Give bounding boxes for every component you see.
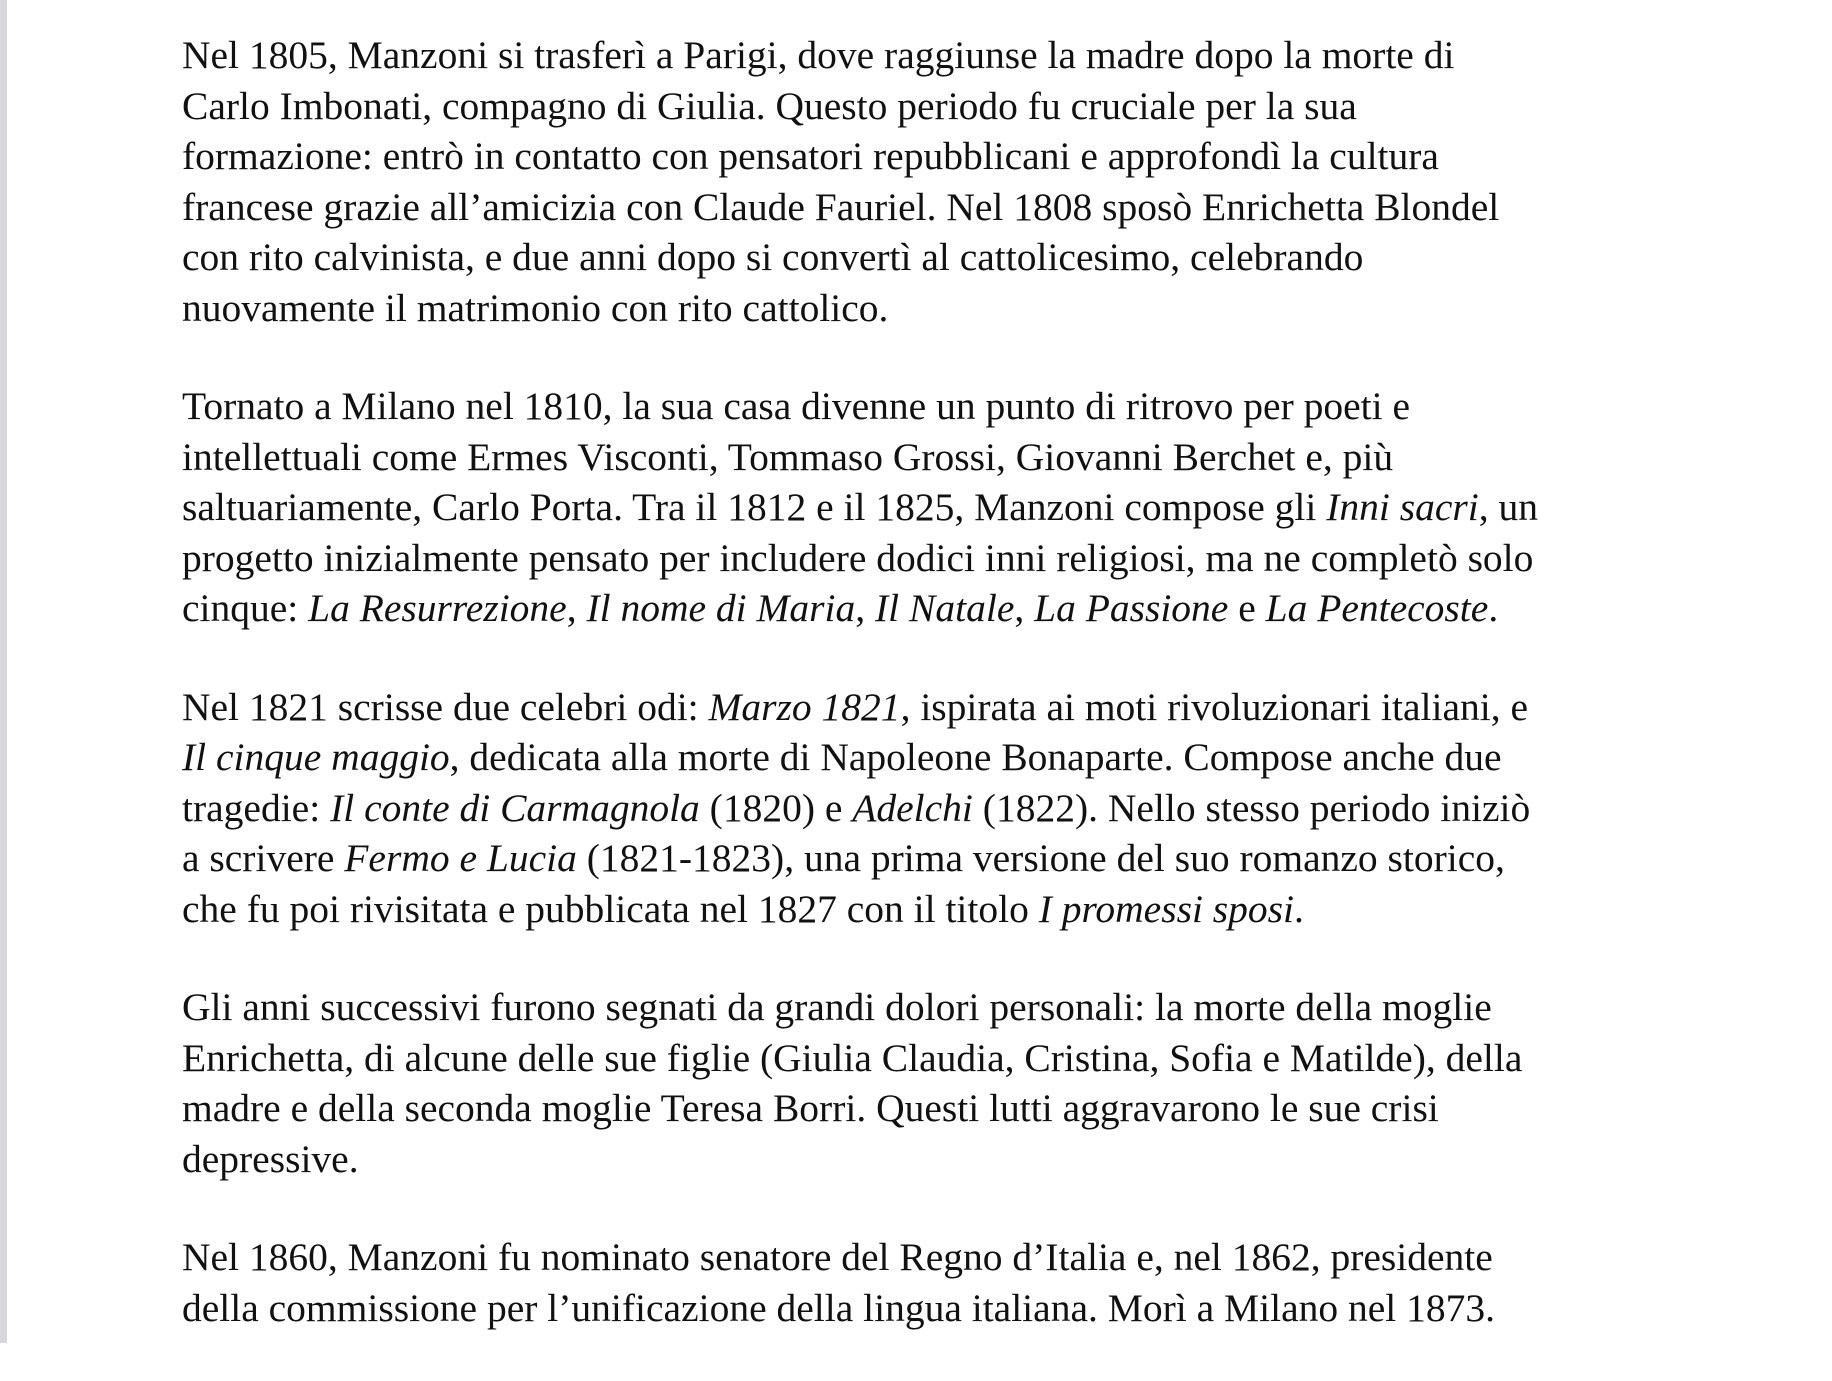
text-run: cinque: (182, 586, 309, 630)
text-line (182, 1083, 1702, 1134)
text-line (182, 232, 1702, 283)
text-line (182, 131, 1702, 182)
text-line (182, 533, 1702, 584)
page-left-border (0, 0, 7, 1343)
text-run: Carlo Imbonati, compagno di Giulia. Questo periodo fu cruciale per la sua (182, 83, 1357, 128)
paragraph-5 (182, 1232, 1702, 1333)
text-run: formazione: entrò in contatto con pensatori repubblicani e approfondì la cultura (182, 134, 1439, 178)
text-run: a scrivere (182, 836, 345, 880)
text-line (182, 283, 1702, 334)
italic-title: La Resurrezione (308, 586, 567, 630)
text-line (182, 884, 1702, 935)
italic-title: Fermo e Lucia (344, 836, 577, 880)
text-run: Nel 1860, Manzoni fu nominato senatore del Regno d’Italia e, nel 1862, presidente (182, 1235, 1493, 1279)
text-run: che fu poi rivisitata e pubblicata nel 1827 con il titolo (182, 886, 1039, 931)
text-run: (1822). Nello stesso periodo iniziò (972, 785, 1531, 830)
italic-title: La Pentecoste (1265, 586, 1489, 630)
italic-title: Marzo 1821 (708, 684, 901, 729)
paragraph-4 (182, 982, 1702, 1184)
text-run: , (855, 586, 876, 630)
text-run: , (566, 586, 587, 630)
text-line (182, 1283, 1702, 1334)
text-line (182, 30, 1702, 81)
text-line (182, 1134, 1702, 1185)
text-run: (1821-1823), una prima versione del suo romanzo storico, (576, 836, 1505, 880)
text-line (182, 182, 1702, 233)
italic-title: Il cinque maggio (182, 735, 450, 779)
text-run: Nel 1821 scrisse due celebri odi: (182, 684, 709, 729)
text-run: madre e della seconda moglie Teresa Borri. Questi lutti aggravarono le sue crisi (182, 1086, 1439, 1130)
italic-title: Il conte di Carmagnola (330, 785, 700, 830)
text-run: nuovamente il matrimonio con rito cattolico. (182, 285, 889, 330)
italic-title: I promessi sposi (1038, 886, 1295, 931)
text-run: tragedie: (182, 785, 331, 830)
text-line (182, 1232, 1702, 1283)
text-run: Gli anni successivi furono segnati da grandi dolori personali: la morte della moglie (182, 985, 1492, 1029)
italic-title: La Passione (1034, 586, 1229, 630)
document-body (182, 30, 1702, 1381)
italic-title: Il nome di Maria (586, 586, 856, 630)
text-run: della commissione per l’unificazione della lingua italiana. Morì a Milano nel 1873. (182, 1285, 1495, 1330)
paragraph-1 (182, 30, 1702, 333)
text-run: . (1294, 886, 1304, 931)
text-run: Nel 1805, Manzoni si trasferì a Parigi, dove raggiunse la madre dopo la morte di (182, 33, 1455, 77)
text-run: progetto inizialmente pensato per includere dodici inni religiosi, ma ne completò solo (182, 535, 1534, 580)
text-line (182, 482, 1702, 533)
text-line (182, 583, 1702, 634)
text-run: (1820) e (699, 785, 853, 830)
paragraph-3 (182, 682, 1702, 935)
text-line (182, 1033, 1702, 1084)
text-run: intellettuali come Ermes Visconti, Tommaso Grossi, Giovanni Berchet e, più (182, 434, 1394, 479)
italic-title: Il Natale (875, 586, 1015, 630)
text-run: saltuariamente, Carlo Porta. Tra il 1812 e il 1825, Manzoni compose gli (182, 485, 1327, 529)
text-line (182, 783, 1702, 834)
text-run: , un (1478, 485, 1538, 529)
text-line (182, 833, 1702, 884)
text-run: , dedicata alla morte di Napoleone Bonaparte. Compose anche due (449, 735, 1502, 779)
text-run: , ispirata ai moti rivoluzionari italiani, e (900, 684, 1528, 729)
text-run: e (1228, 586, 1266, 630)
text-run: con rito calvinista, e due anni dopo si convertì al cattolicesimo, celebrando (182, 235, 1364, 279)
italic-title: Adelchi (852, 785, 973, 830)
text-run: Enrichetta, di alcune delle sue figlie (Giulia Claudia, Cristina, Sofia e Matilde), della (182, 1035, 1523, 1080)
text-line (182, 982, 1702, 1033)
text-run: depressive. (182, 1136, 359, 1181)
text-line (182, 682, 1702, 733)
italic-title: Inni sacri (1326, 485, 1479, 529)
text-line (182, 81, 1702, 132)
text-run: francese grazie all’amicizia con Claude Fauriel. Nel 1808 sposò Enrichetta Blondel (182, 184, 1500, 229)
text-line (182, 432, 1702, 483)
text-line (182, 732, 1702, 783)
text-line (182, 381, 1702, 432)
text-run: , (1014, 586, 1035, 630)
text-run: Tornato a Milano nel 1810, la sua casa divenne un punto di ritrovo per poeti e (182, 384, 1410, 428)
paragraph-2 (182, 381, 1702, 634)
text-run: . (1488, 586, 1499, 630)
